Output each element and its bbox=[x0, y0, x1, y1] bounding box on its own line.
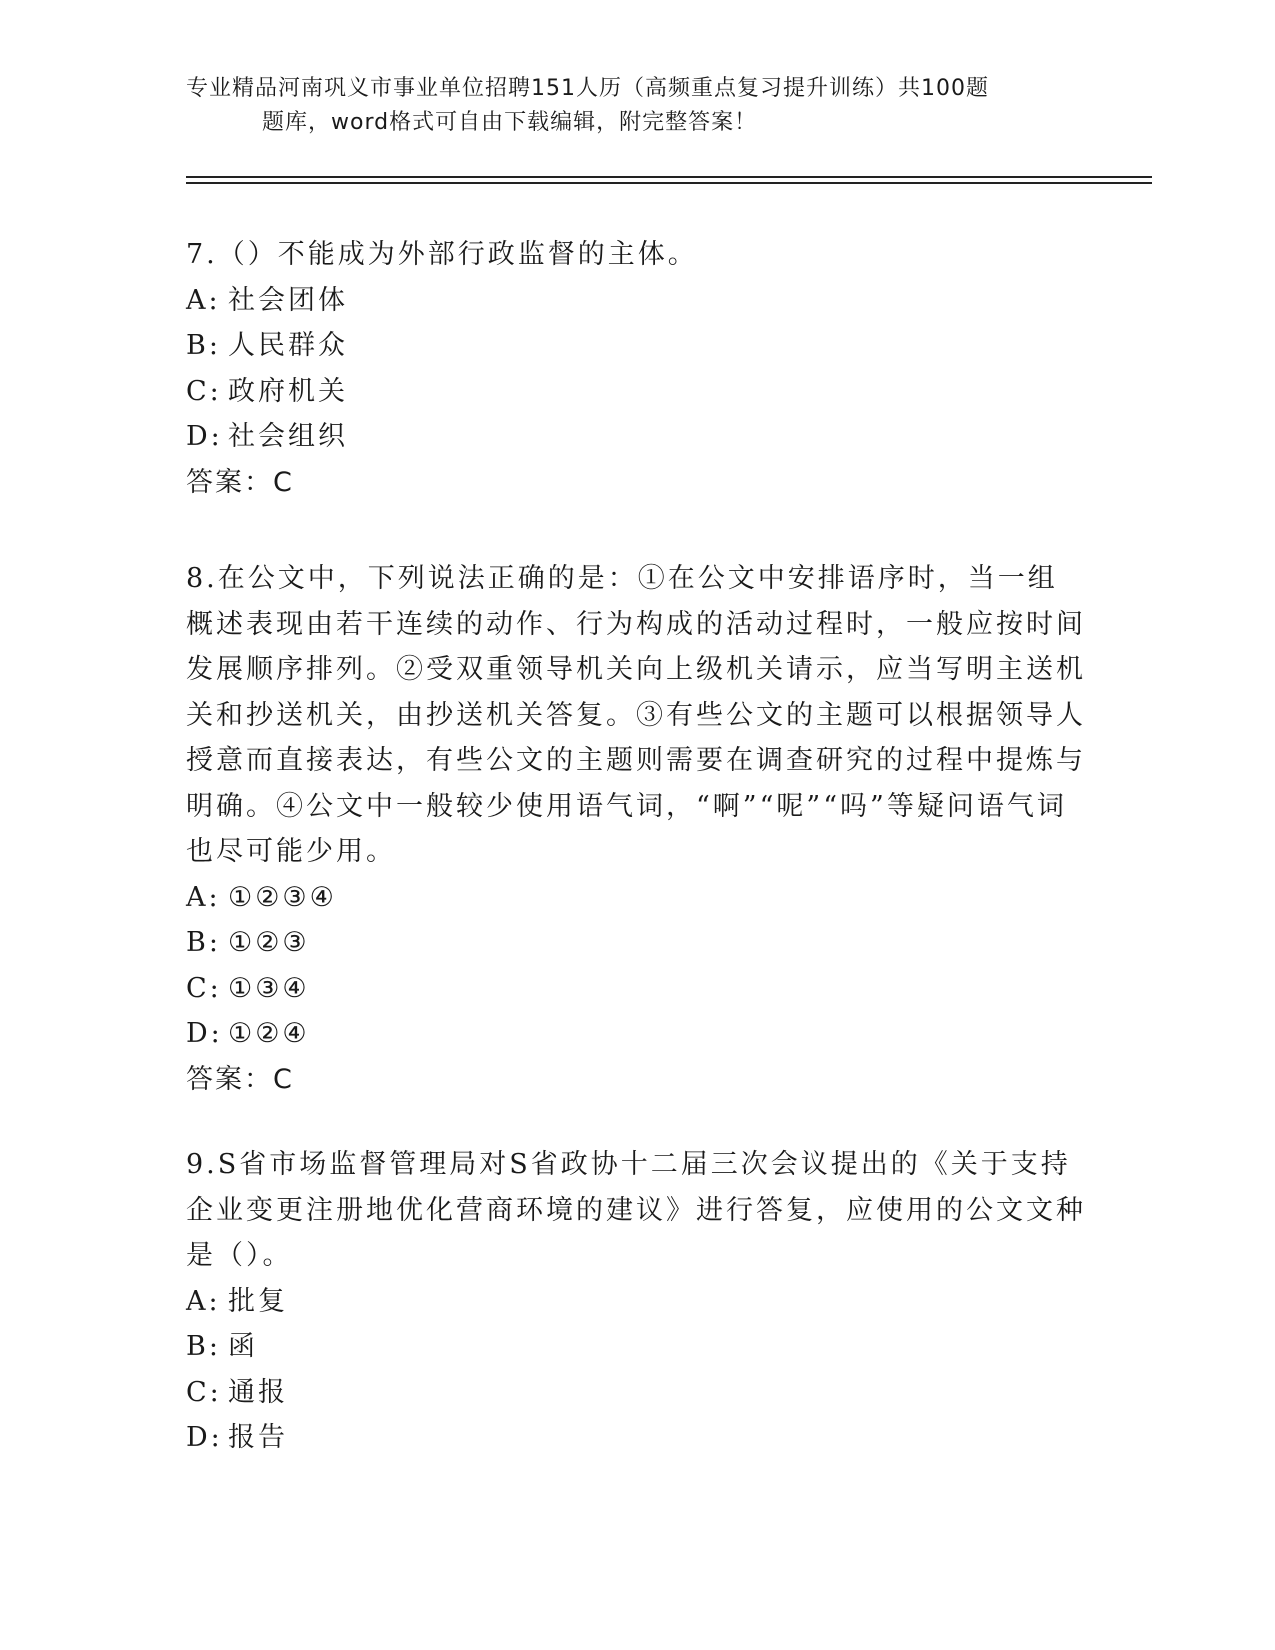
option-a bbox=[186, 875, 1086, 921]
answer: 答案：C bbox=[186, 466, 294, 498]
question-7 bbox=[186, 232, 1086, 505]
option-c bbox=[186, 1370, 1086, 1416]
option-text: 社会团体 bbox=[228, 284, 348, 316]
question-9 bbox=[186, 1142, 1086, 1461]
option-d bbox=[186, 1415, 1086, 1461]
option-d bbox=[186, 1011, 1086, 1057]
option-key: B: bbox=[186, 927, 221, 958]
option-key: B: bbox=[186, 330, 221, 361]
question-text: 9.S省市场监督管理局对S省政协十二届三次会议提出的《关于支持企业变更注册地优化营商环境的建议》进行答复，应使用的公文文种是（）。 bbox=[186, 1149, 1086, 1271]
option-key: A: bbox=[186, 1285, 221, 1317]
option-b bbox=[186, 323, 1086, 369]
option-text: 政府机关 bbox=[228, 375, 348, 407]
question-text: 8.在公文中，下列说法正确的是：①在公文中安排语序时，当一组概述表现由若干连续的动作、行为构成的活动过程时，一般应按时间发展顺序排列。②受双重领导机关向上级机关请示，应当写明主送机关和抄送机关，由抄送机关答复。③有些公文的主题可以根据领导人授意而直接表达，有些公文的主题则需要在调查研究的过程中提炼与明确。④公文中一般较少使用语气词，“啊”“呢”“吗”等疑问语气词也尽可能少用。 bbox=[186, 563, 1086, 867]
question-8 bbox=[186, 556, 1086, 1102]
option-text: ①②③④ bbox=[228, 881, 337, 913]
option-text: 报告 bbox=[228, 1422, 288, 1453]
header-rule-top bbox=[186, 176, 1152, 178]
header-rule-bottom bbox=[186, 182, 1152, 184]
option-key: A: bbox=[186, 284, 221, 316]
option-text: 批复 bbox=[228, 1285, 288, 1317]
option-text: 社会组织 bbox=[228, 421, 348, 452]
option-a bbox=[186, 278, 1086, 324]
question-text: 7.（）不能成为外部行政监督的主体。 bbox=[186, 239, 698, 270]
option-d bbox=[186, 414, 1086, 460]
option-text: ①②④ bbox=[228, 1018, 310, 1049]
answer: 答案：C bbox=[186, 1063, 294, 1095]
option-a bbox=[186, 1279, 1086, 1325]
option-key: D: bbox=[186, 1018, 223, 1049]
option-c bbox=[186, 966, 1086, 1012]
option-text: ①②③ bbox=[228, 927, 310, 958]
document-header bbox=[186, 72, 1086, 140]
header-title-line-2: 题库，word格式可自由下载编辑，附完整答案！ bbox=[262, 110, 758, 135]
header-title-line-1: 专业精品河南巩义市事业单位招聘151人历（高频重点复习提升训练）共100题 bbox=[186, 76, 989, 101]
option-text: 人民群众 bbox=[228, 330, 348, 361]
option-key: D: bbox=[186, 1422, 223, 1453]
option-key: D: bbox=[186, 421, 223, 452]
option-c bbox=[186, 369, 1086, 415]
option-b bbox=[186, 920, 1086, 966]
option-key: B: bbox=[186, 1331, 221, 1362]
option-key: A: bbox=[186, 881, 221, 913]
option-key: C: bbox=[186, 375, 222, 407]
option-text: 函 bbox=[228, 1331, 258, 1362]
option-b bbox=[186, 1324, 1086, 1370]
option-key: C: bbox=[186, 972, 222, 1004]
option-key: C: bbox=[186, 1376, 222, 1408]
option-text: ①③④ bbox=[228, 972, 310, 1004]
option-text: 通报 bbox=[228, 1376, 288, 1408]
